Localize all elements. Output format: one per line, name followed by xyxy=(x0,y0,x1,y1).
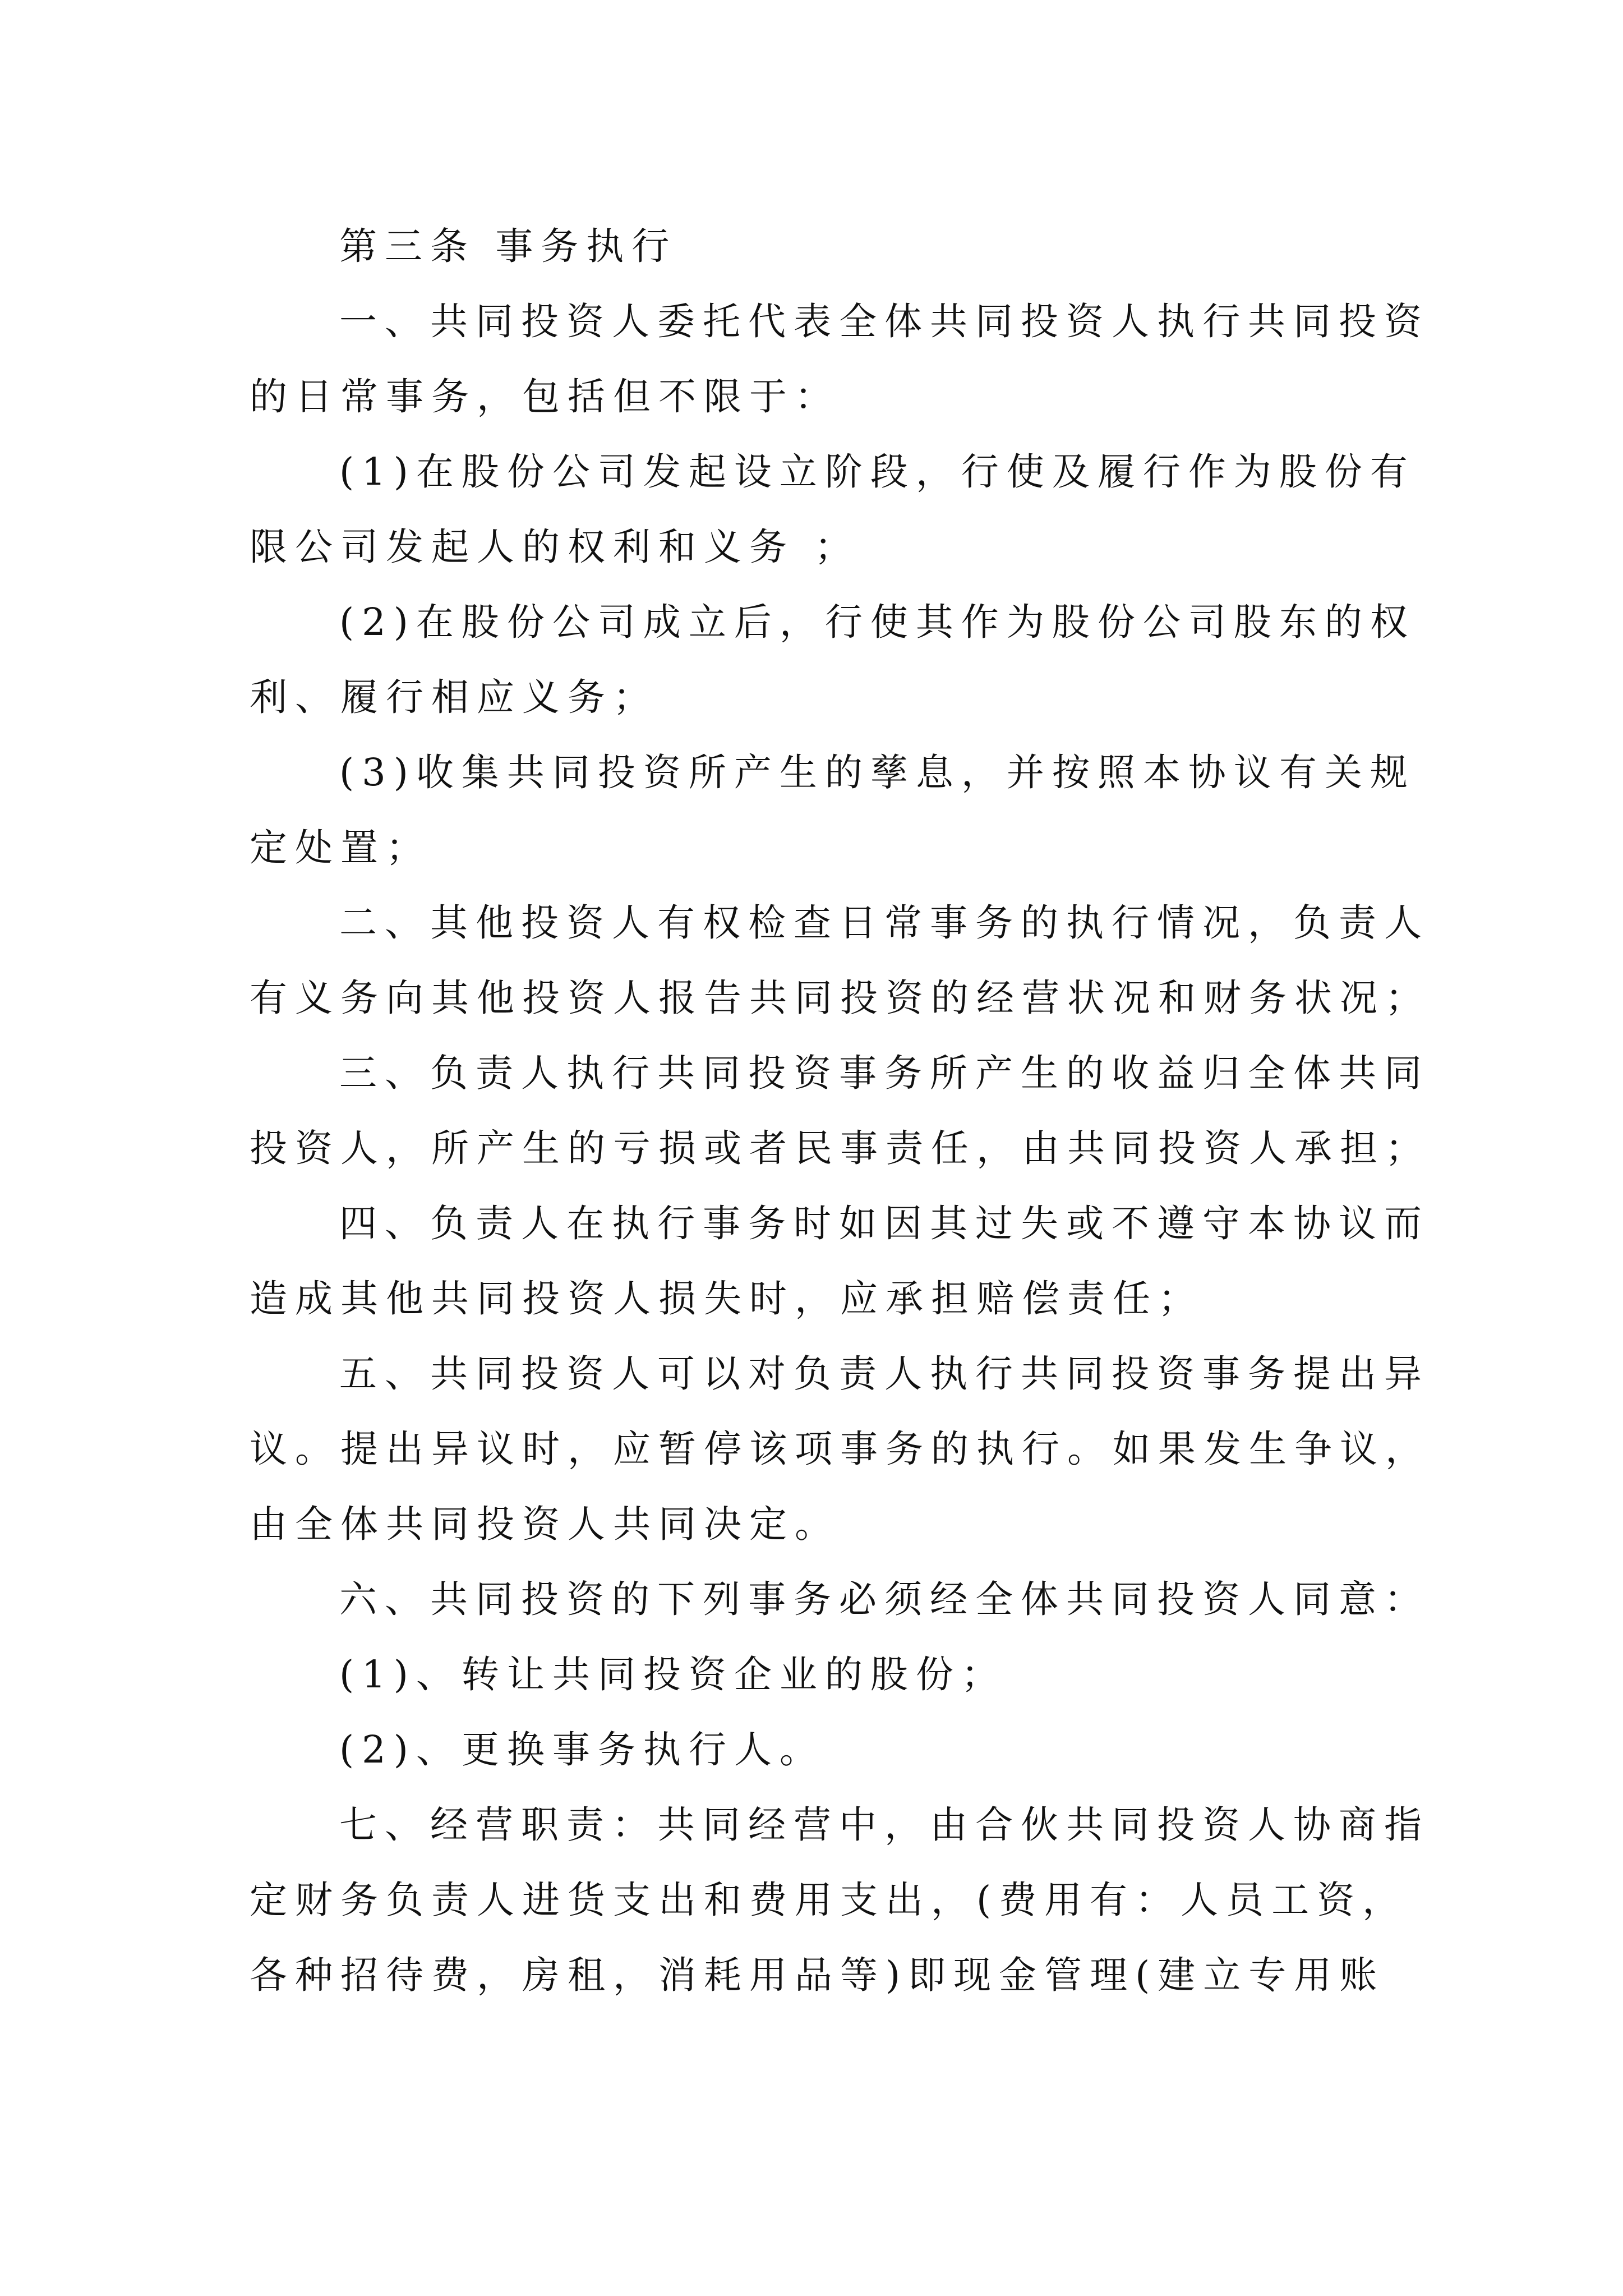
paragraph-line: 定处置； xyxy=(250,826,431,869)
document-body xyxy=(250,209,1431,2013)
paragraph-line: 二、其他投资人有权检查日常事务的执行情况，负责人 xyxy=(339,901,1430,945)
paragraph-line: 五、共同投资人可以对负责人执行共同投资事务提出异 xyxy=(339,1352,1430,1396)
list-item: (2)、更换事务执行人。 xyxy=(339,1728,825,1772)
paragraph-line: (2)在股份公司成立后，行使其作为股份公司股东的权 xyxy=(339,600,1415,644)
paragraph-line: 四、负责人在执行事务时如因其过失或不遵守本协议而 xyxy=(339,1202,1430,1245)
paragraph-line: (3)收集共同投资所产生的孳息，并按照本协议有关规 xyxy=(339,751,1415,794)
paragraph-line: 三、负责人执行共同投资事务所产生的收益归全体共同 xyxy=(339,1051,1430,1095)
paragraph-line: 议。提出异议时，应暂停该项事务的执行。如果发生争议， xyxy=(250,1427,1431,1471)
paragraph-line: 有义务向其他投资人报告共同投资的经营状况和财务状况； xyxy=(250,976,1431,1020)
paragraph-line: 一、共同投资人委托代表全体共同投资人执行共同投资 xyxy=(339,300,1430,343)
paragraph-line: 利、履行相应义务； xyxy=(250,675,658,719)
paragraph-line: 的日常事务，包括但不限于： xyxy=(250,375,840,418)
paragraph-line: 七、经营职责：共同经营中，由合伙共同投资人协商指 xyxy=(339,1803,1430,1847)
list-item: (1)、转让共同投资企业的股份； xyxy=(339,1653,1007,1696)
paragraph-line: 各种招待费，房租，消耗用品等)即现金管理(建立专用账 xyxy=(250,1953,1385,1997)
paragraph-line: 由全体共同投资人共同决定。 xyxy=(250,1502,840,1546)
paragraph-line: 限公司发起人的权利和义务 ； xyxy=(250,525,860,569)
paragraph-line: (1)在股份公司发起设立阶段，行使及履行作为股份有 xyxy=(339,450,1415,494)
paragraph-line: 造成其他共同投资人损失时，应承担赔偿责任； xyxy=(250,1277,1204,1320)
paragraph-line: 投资人，所产生的亏损或者民事责任，由共同投资人承担； xyxy=(250,1126,1431,1170)
paragraph-line: 六、共同投资的下列事务必须经全体共同投资人同意： xyxy=(339,1577,1430,1621)
section-heading: 第三条 事务执行 xyxy=(339,224,677,268)
paragraph-line: 定财务负责人进货支出和费用支出，(费用有：人员工资， xyxy=(250,1878,1408,1922)
